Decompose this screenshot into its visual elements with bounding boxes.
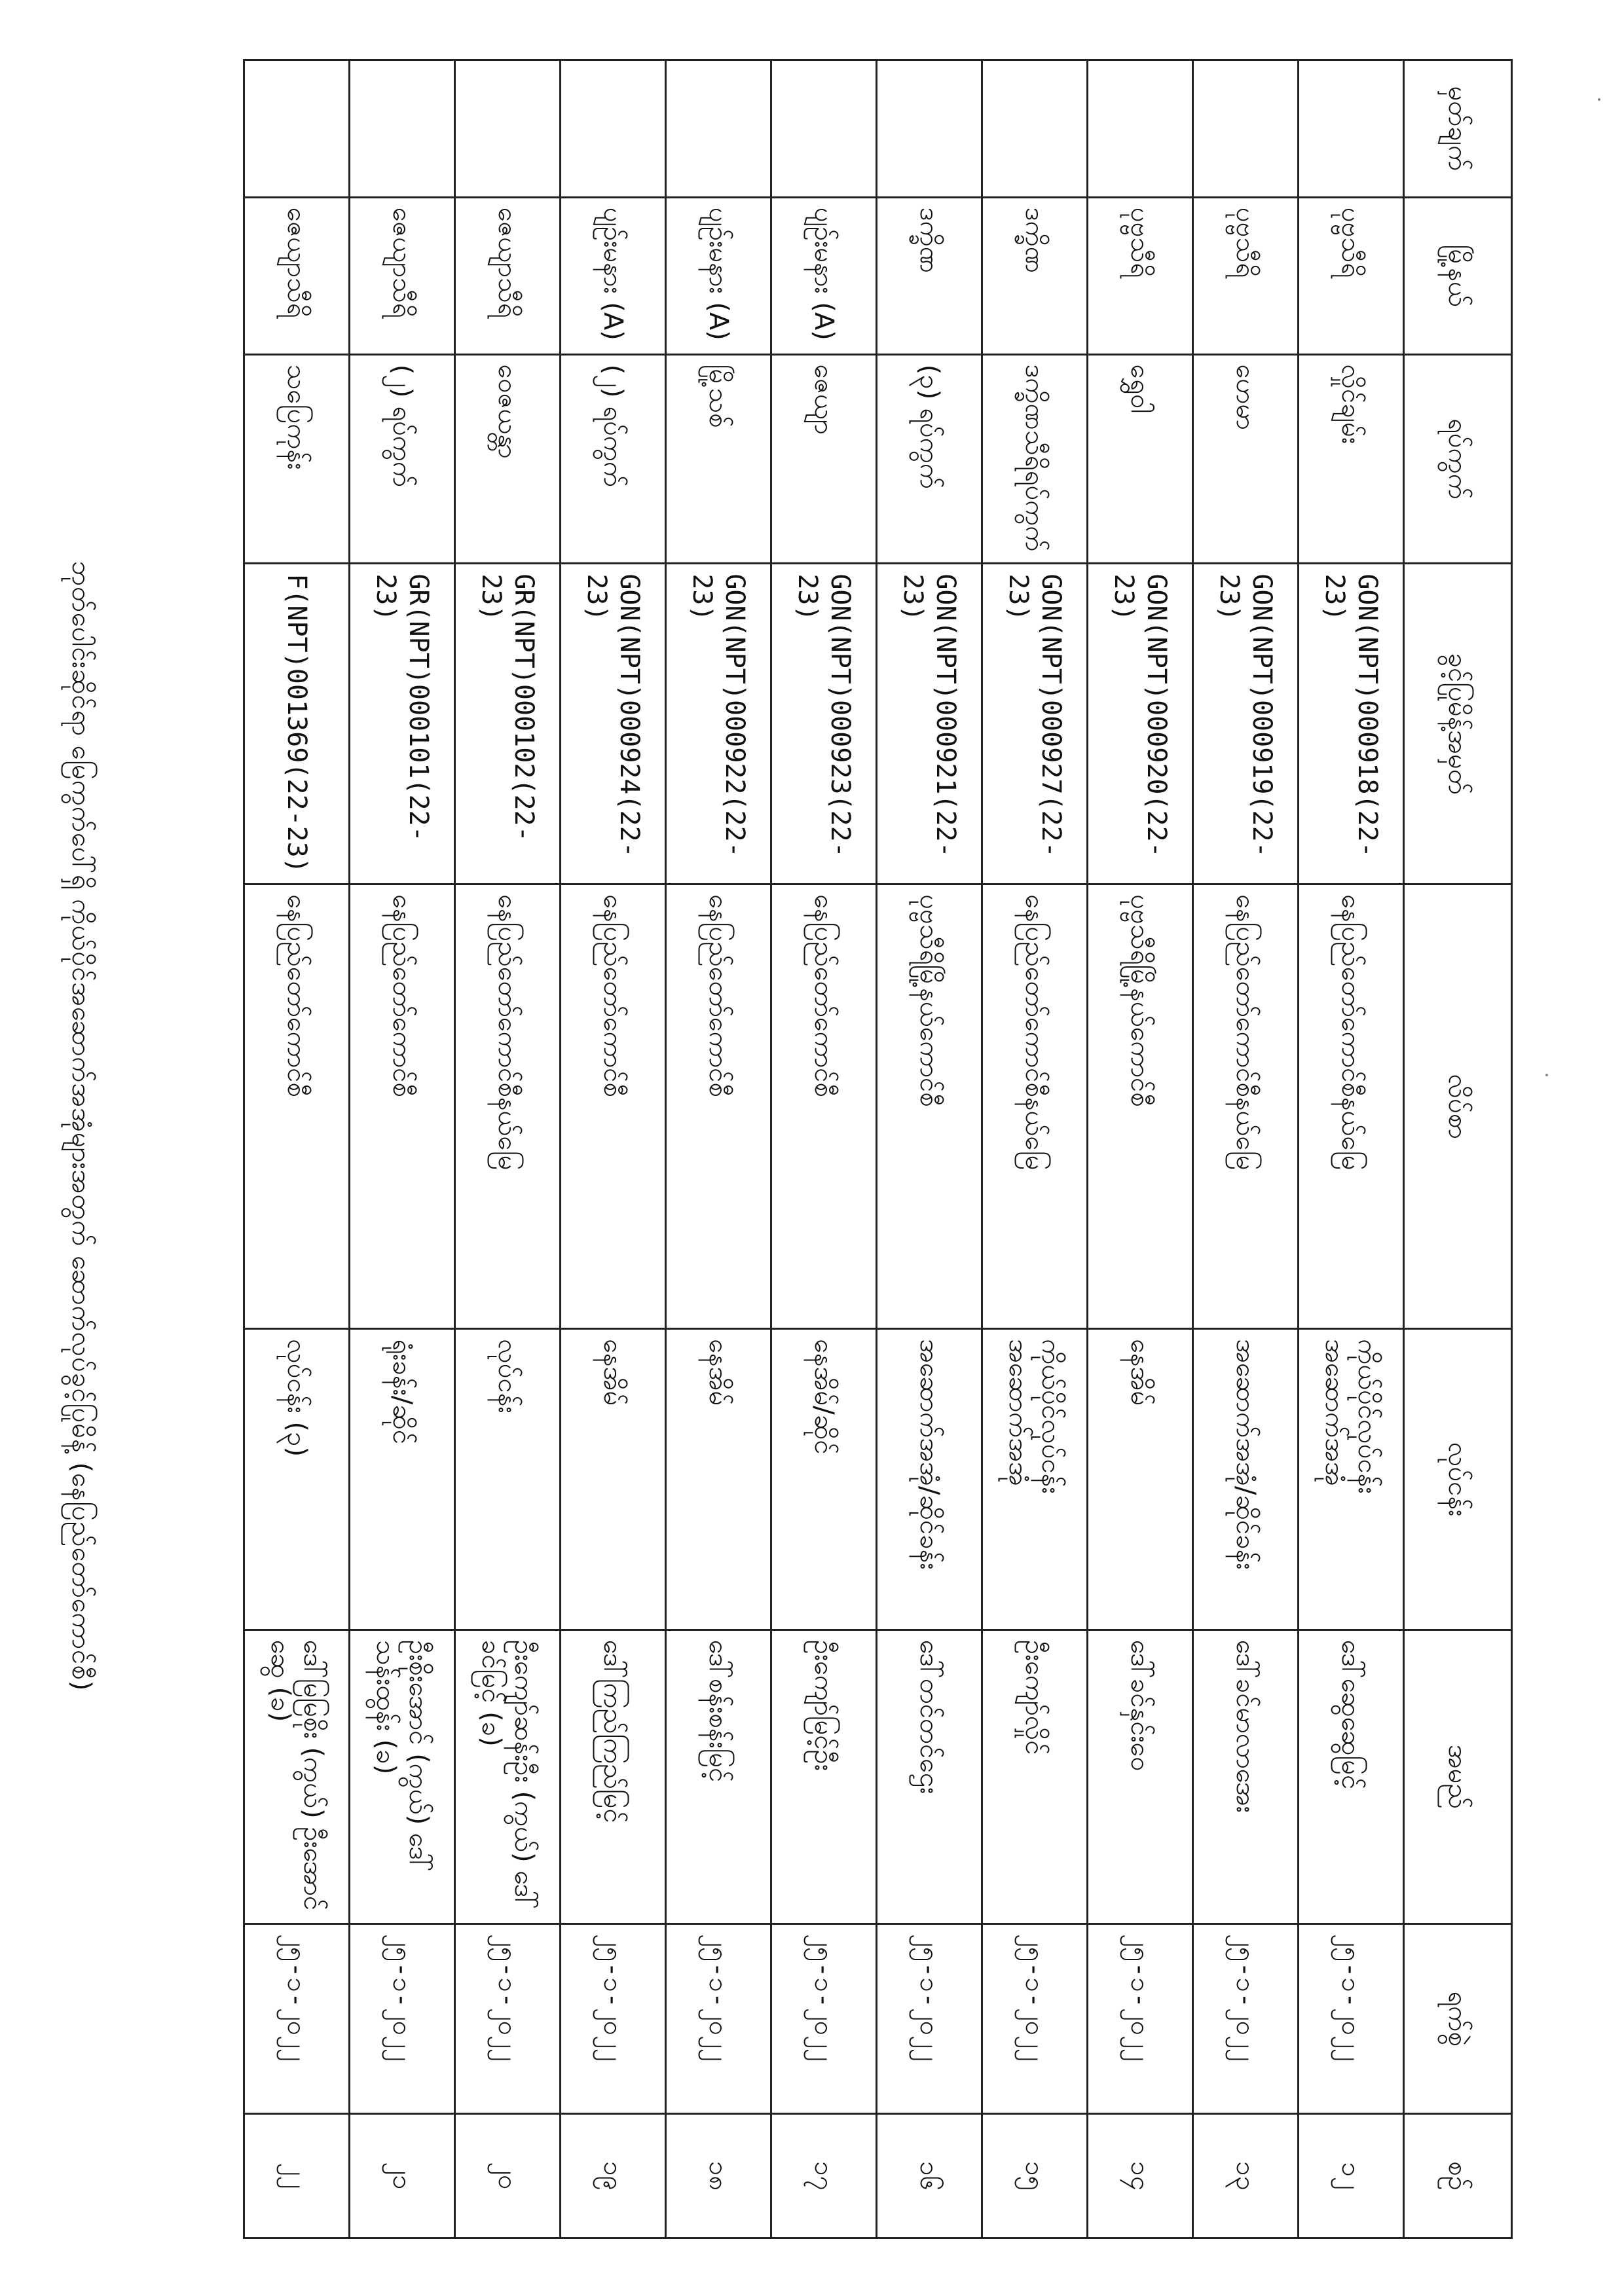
cell-work: ကိုယ်ပိုင်လုပ်ငန်းအဆောက်အအုံ [1299,1329,1404,1630]
cell-cert: GON(NPT)000919(22-23) [1193,564,1299,884]
cell-work: နေအိမ် [666,1329,771,1630]
page-title: ဘုတ်ပေါင်းဆိုင်ရာ မြေကွက်ပေါ်ရှိ ကိုယ်ပိုင်အဆောက်အအုံများအတွက် ဆောက်လုပ်ခွင့်ပြုမိန့် (နေပြည်တော်ကောင်စီ) [66,560,96,1692]
table-row [771,60,877,2238]
cell-village: လှိုင်ချမ်း [1299,354,1404,564]
cell-no: ၂၂ [244,2114,350,2238]
cell-township: ဒက္ခိဏ [877,197,982,354]
header-village: ရပ်ကွက် [1404,354,1512,564]
cell-name: ဒေါ်ဆွေဆွေမြင့် [1299,1630,1404,1923]
cell-township: ပျဉ်းမနား (A) [771,197,877,354]
header-work: လုပ်ငန်း [1404,1329,1512,1630]
cell-address: နေပြည်တော်ကောင်စီနယ်မြေ [982,884,1088,1329]
cell-work: ရုံးခန်း/ဆိုင် [350,1329,455,1630]
table-body [244,60,1404,2238]
cell-date: ၂၅-၁-၂၀၂၂ [1193,1924,1299,2114]
cell-township: ပုဗ္ဗသီရိ [1193,197,1299,354]
cell-date: ၂၅-၁-၂၀၂၂ [877,1924,982,2114]
table-row [877,60,982,2238]
cell-cert: GON(NPT)000921(22-23) [877,564,982,884]
cell-date: ၂၅-၁-၂၀၂၂ [666,1924,771,2114]
cell-date: ၂၅-၁-၂၀၂၂ [771,1924,877,2114]
cell-address: နေပြည်တော်ကောင်စီ [244,884,350,1329]
cell-remark [1299,60,1404,198]
cell-cert: GR(NPT)000101(22-23) [350,564,455,884]
header-remark: မှတ်ချက် [1404,60,1512,198]
cell-no: ၂၀ [455,2114,561,2238]
cell-work: နေအိမ် [1088,1329,1193,1630]
cell-name: ဒေါ်ခင်မာလာအေး [1193,1630,1299,1923]
header-row [1404,60,1512,2238]
cell-no: ၁၇ [771,2114,877,2238]
cell-cert: GON(NPT)000918(22-23) [1299,564,1404,884]
cell-village: သပြေကုန်း [244,354,350,564]
table-row [1088,60,1193,2238]
table-row [982,60,1088,2238]
scan-speck [1545,1074,1548,1076]
cell-name: ဦးကျော်ဆန်းဦး (ကွယ်) ဒေါ်ခင်မြင့် (ခ) [455,1630,561,1923]
cell-cert: GON(NPT)000927(22-23) [982,564,1088,884]
cell-remark [350,60,455,198]
cell-work: အဆောက်အအုံ/ဆိုင်ခန်း [1193,1329,1299,1630]
table-row [561,60,666,2238]
cell-township: ပုဗ္ဗသီရိ [1088,197,1193,354]
cell-date: ၂၅-၁-၂၀၂၂ [350,1924,455,2114]
cell-remark [244,60,350,198]
cell-date: ၂၅-၁-၂၀၂၂ [1088,1924,1193,2114]
table-row [244,60,350,2238]
cell-no: ၁၂ [1299,2114,1404,2238]
cell-cert: GON(NPT)000922(22-23) [666,564,771,884]
cell-no: ၁၈ [666,2114,771,2238]
cell-remark [455,60,561,198]
cell-village: ဟေမာ [1193,354,1299,564]
cell-village: ဒက္ခိဏသီရိရပ်ကွက် [982,354,1088,564]
cell-village: ဇေယျာ [771,354,877,564]
header-no: စဉ် [1404,2114,1512,2238]
cell-no: ၁၃ [1193,2114,1299,2238]
cell-no: ၁၉ [561,2114,666,2238]
table-header [1404,60,1512,2238]
cell-no: ၁၆ [877,2114,982,2238]
cell-address: နေပြည်တော်ကောင်စီနယ်မြေ [1299,884,1404,1329]
header-township: မြို့နယ် [1404,197,1512,354]
cell-village: ရွှေဝါ [1088,354,1193,564]
cell-work: နေအိမ် [561,1329,666,1630]
cell-village: မြို့သစ် [666,354,771,564]
cell-village: ဝေဇယန္တာ [455,354,561,564]
cell-address: နေပြည်တော်ကောင်စီနယ်မြေ [455,884,561,1329]
cell-date: ၂၅-၁-၂၀၂၂ [1299,1924,1404,2114]
rotated-landscape-content [33,20,1539,2259]
cell-village: (၂) ရပ်ကွက် [561,354,666,564]
header-address: လိပ်စာ [1404,884,1512,1329]
cell-name: ဒေါ်ကြည်ကြည်မြင့် [561,1630,666,1923]
cell-work: ကိုယ်ပိုင်လုပ်ငန်းအဆောက်အအုံ [982,1329,1088,1630]
cell-work: လုပ်ငန်း [455,1329,561,1630]
cell-name: ဒေါ်စန်းစန်းမြင့် [666,1630,771,1923]
cell-name: ဦးကျော်လှိုင် [982,1630,1088,1923]
cell-no: ၁၄ [1088,2114,1193,2238]
cell-village: (၂) ရပ်ကွက် [350,354,455,564]
cell-name: ဒေါ်တင်တင်ဌေး [877,1630,982,1923]
cell-township: ပုဗ္ဗသီရိ [1299,197,1404,354]
cell-name: ဒေါ်မြမြစိုး (ကွယ်) ဦးအောင်ဆွေ (ခ) [244,1630,350,1923]
cell-remark [982,60,1088,198]
cell-name: ဦးကျော်မြင့်ဦး [771,1630,877,1923]
cell-remark [1193,60,1299,198]
cell-cert: GON(NPT)000923(22-23) [771,564,877,884]
header-date: ရက်စွဲ [1404,1924,1512,2114]
cell-township: ပျဉ်းမနား (A) [561,197,666,354]
header-name: အမည် [1404,1630,1512,1923]
cell-address: ပုဗ္ဗသီရိမြို့နယ်ကောင်စီ [1088,884,1193,1329]
header-cert: ခွင့်ပြုမိန့်အမှတ် [1404,564,1512,884]
cell-address: နေပြည်တော်ကောင်စီ [666,884,771,1329]
cell-address: နေပြည်တော်ကောင်စီနယ်မြေ [1193,884,1299,1329]
cell-no: ၂၁ [350,2114,455,2238]
cell-township: ဇေယျာသီရိ [244,197,350,354]
table-row [1193,60,1299,2238]
cell-date: ၂၅-၁-၂၀၂၂ [982,1924,1088,2114]
table-row [455,60,561,2238]
cell-address: နေပြည်တော်ကောင်စီ [561,884,666,1329]
cell-remark [877,60,982,198]
permit-register-table [243,59,1513,2239]
table-row [666,60,771,2238]
cell-township: ဇေယျာသီရိ [350,197,455,354]
cell-address: နေပြည်တော်ကောင်စီ [771,884,877,1329]
cell-remark [666,60,771,198]
cell-cert: F(NPT)001369(22-23) [244,564,350,884]
cell-remark [561,60,666,198]
cell-no: ၁၅ [982,2114,1088,2238]
cell-address: ပုဗ္ဗသီရိမြို့နယ်ကောင်စီ [877,884,982,1329]
cell-date: ၂၅-၁-၂၀၂၂ [244,1924,350,2114]
cell-work: လုပ်ငန်း (၃) [244,1329,350,1630]
scan-speck [1598,98,1600,101]
cell-township: ပျဉ်းမနား (A) [666,197,771,354]
cell-cert: GR(NPT)000102(22-23) [455,564,561,884]
cell-remark [771,60,877,198]
cell-name: ဦးစိုးအောင် (ကွယ်) ဒေါ်သန်းထွန်း (ခ) [350,1630,455,1923]
cell-township: ဒက္ခိဏ [982,197,1088,354]
cell-village: (၃) ရပ်ကွက် [877,354,982,564]
cell-address: နေပြည်တော်ကောင်စီ [350,884,455,1329]
cell-work: အဆောက်အအုံ/ဆိုင်ခန်း [877,1329,982,1630]
cell-cert: GON(NPT)000920(22-23) [1088,564,1193,884]
cell-remark [1088,60,1193,198]
table-row [1299,60,1404,2238]
cell-work: နေအိမ်/ဆိုင် [771,1329,877,1630]
cell-township: ဇေယျာသီရိ [455,197,561,354]
cell-cert: GON(NPT)000924(22-23) [561,564,666,884]
cell-date: ၂၅-၁-၂၀၂၂ [561,1924,666,2114]
table-row [350,60,455,2238]
cell-date: ၂၅-၁-၂၀၂၂ [455,1924,561,2114]
cell-name: ဒေါ်ခင်နှင်းဝေ [1088,1630,1193,1923]
